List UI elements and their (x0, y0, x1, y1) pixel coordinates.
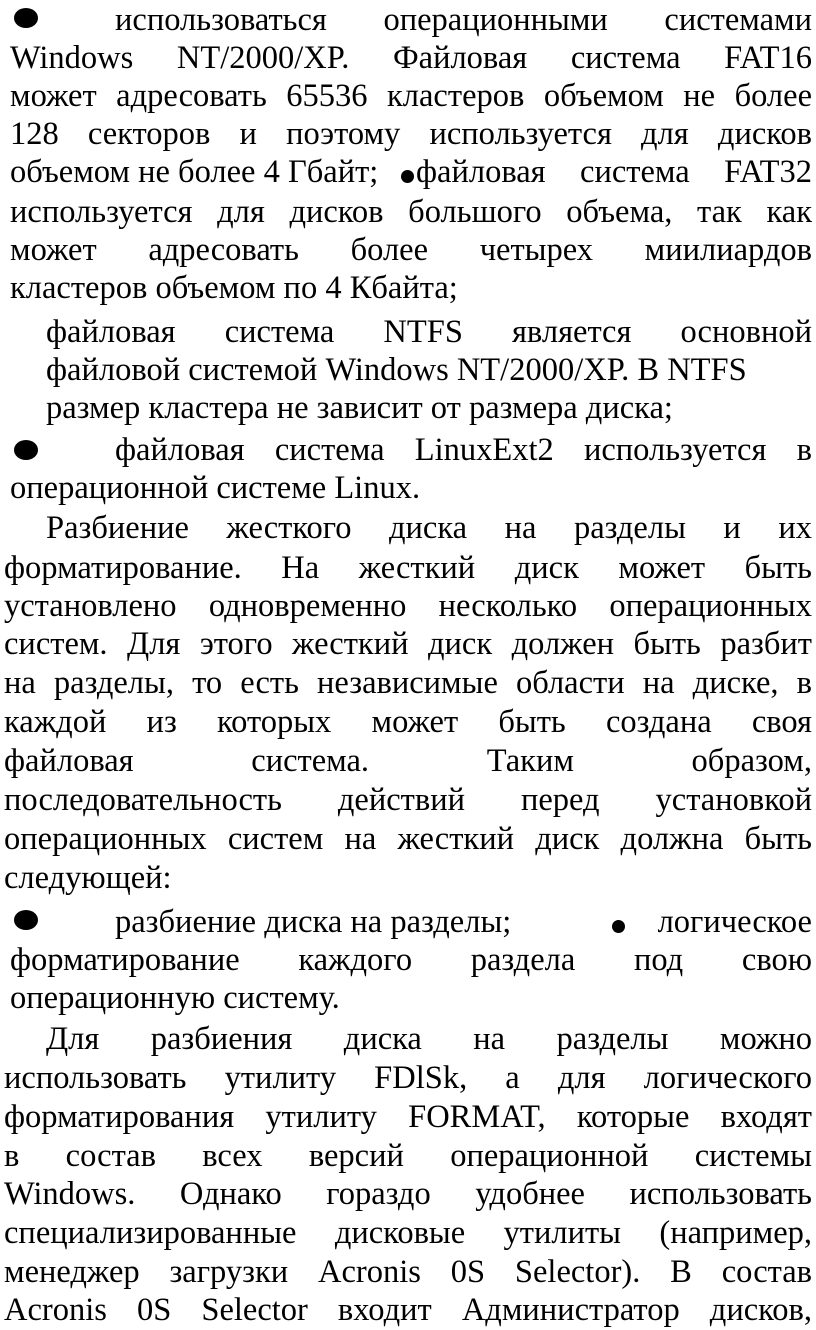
text-line: систем. Для этого жесткий диск должен быть разбит (4, 626, 812, 662)
text-line: используется для дисков большого объема, так как (10, 194, 812, 230)
text-line: операционную систему. (10, 980, 340, 1016)
text-line: использовать утилиту FDlSk, а для логического (4, 1060, 812, 1096)
bullet-icon (401, 170, 414, 183)
text-line: менеджер загрузки Acronis 0S Selector). В состав (4, 1254, 812, 1290)
text-line: кластеров объемом по 4 Кбайта; (10, 270, 458, 306)
text-line: операционной системе Linux. (10, 470, 421, 506)
bullet-icon (14, 8, 38, 28)
text-line: может адресовать 65536 кластеров объемом не более (10, 78, 812, 114)
text-line: в состав всех версий операционной системы (4, 1138, 812, 1174)
text-line: форматирование каждого раздела под свою (10, 942, 812, 978)
text-line: файловая система FAT32 (416, 154, 812, 190)
text-line: установлено одновременно несколько операционных (4, 588, 812, 624)
text-line: файловая система LinuxExt2 используется в (115, 432, 812, 468)
text-line: последовательность действий перед установкой (4, 782, 812, 818)
text-line: на разделы, то есть независимые области на диске, в (4, 665, 812, 701)
text-line: файловая система NTFS является основной (46, 314, 812, 350)
text-line: форматирование. На жесткий диск может быть (4, 550, 812, 586)
text-line: файловой системой Windows NT/2000/XP. В NTFS (46, 352, 747, 388)
text-line: Для разбиения диска на разделы можно (46, 1021, 812, 1057)
text-line: Разбиение жесткого диска на разделы и их (46, 510, 812, 546)
text-line: специализированные дисковые утилиты (например, (4, 1215, 812, 1251)
text-line: Acronis 0S Selector входит Администратор дисков, (4, 1292, 812, 1328)
text-line: разбиение диска на разделы; (115, 904, 512, 940)
text-line: каждой из которых может быть создана своя (4, 704, 812, 740)
text-line: 128 секторов и поэтому используется для дисков (10, 116, 812, 152)
bullet-icon (14, 910, 38, 930)
bullet-icon (14, 440, 38, 460)
text-line: Windows NT/2000/XP. Файловая система FAT16 (10, 40, 812, 76)
text-line: объемом не более 4 Гбайт; (10, 154, 379, 190)
text-line: использоваться операционными системами (115, 2, 812, 38)
text-line: может адресовать более четырех миилиардов (10, 232, 812, 268)
text-line: файловая система. Таким образом, (4, 743, 812, 779)
text-line: Windows. Однако гораздо удобнее использовать (4, 1176, 812, 1212)
text-line: размер кластера не зависит от размера диска; (46, 390, 673, 426)
text-line: следующей: (4, 860, 172, 896)
text-line: логическое (657, 904, 812, 940)
text-line: форматирования утилиту FORMAT, которые входят (4, 1099, 812, 1135)
text-line: операционных систем на жесткий диск должна быть (4, 821, 812, 857)
bullet-icon (612, 920, 625, 933)
